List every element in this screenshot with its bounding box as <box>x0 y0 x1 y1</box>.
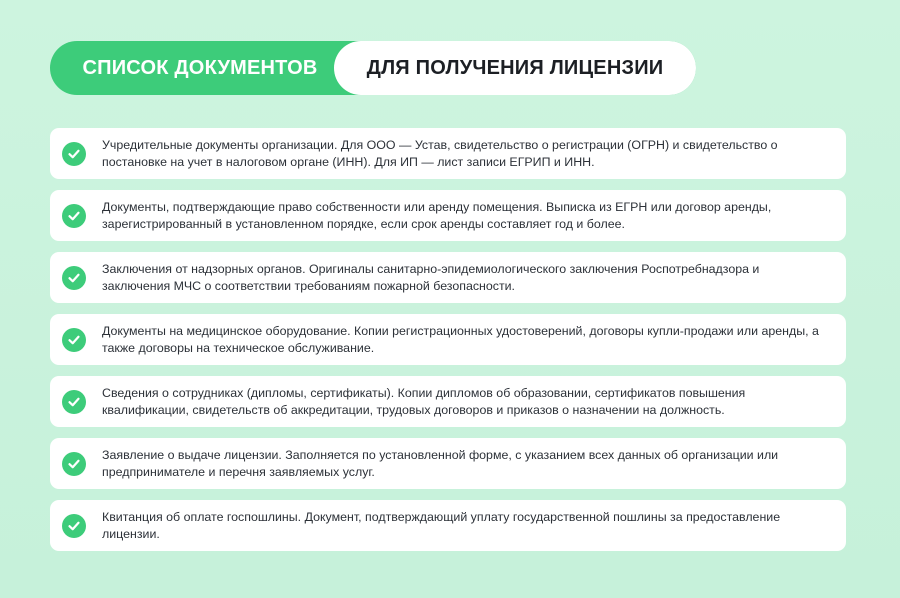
title-banner <box>50 41 696 95</box>
list-item <box>50 438 846 489</box>
list-item-text: Учредительные документы организации. Для ООО — Устав, свидетельство о регистрации (ОГРН) и свидетельство о постановке на учет в налоговом органе (ИНН). Для ИП — лист записи ЕГРИП и ИНН. <box>102 138 778 169</box>
check-circle-icon <box>62 514 86 538</box>
list-item <box>50 314 846 365</box>
list-item-text: Документы на медицинское оборудование. Копии регистрационных удостоверений, договоры купли-продажи или аренды, а также договоры на техническое обслуживание. <box>102 324 819 355</box>
list-item <box>50 190 846 241</box>
check-circle-icon <box>62 328 86 352</box>
check-circle-icon <box>62 204 86 228</box>
list-item-text: Документы, подтверждающие право собственности или аренду помещения. Выписка из ЕГРН или договор аренды, зарегистрированный в установленном порядке, если срок аренды составляет год и более. <box>102 200 772 231</box>
documents-list <box>50 128 846 562</box>
check-circle-icon <box>62 266 86 290</box>
list-item-text: Квитанция об оплате госпошлины. Документ, подтверждающий уплату государственной пошлины за предоставление лицензии. <box>102 510 781 541</box>
list-item <box>50 128 846 179</box>
check-circle-icon <box>62 142 86 166</box>
list-item-text: Заявление о выдаче лицензии. Заполняется по установленной форме, с указанием всех данных об организации или предпринимателе и перечня заявляемых услуг. <box>102 448 779 479</box>
list-item <box>50 252 846 303</box>
title-left-label: СПИСОК ДОКУМЕНТОВ <box>82 56 318 79</box>
list-item <box>50 376 846 427</box>
list-item <box>50 500 846 551</box>
list-item-text: Заключения от надзорных органов. Оригиналы санитарно-эпидемиологического заключения Роспотребнадзора и заключения МЧС о соответствии требованиям пожарной безопасности. <box>102 262 760 293</box>
list-item-text: Сведения о сотрудниках (дипломы, сертификаты). Копии дипломов об образовании, сертификатов повышения квалификации, свидетельств об аккредитации, трудовых договоров и приказов о назначении на должность. <box>102 386 746 417</box>
check-circle-icon <box>62 452 86 476</box>
title-right-label: ДЛЯ ПОЛУЧЕНИЯ ЛИЦЕНЗИИ <box>334 41 696 95</box>
check-circle-icon <box>62 390 86 414</box>
